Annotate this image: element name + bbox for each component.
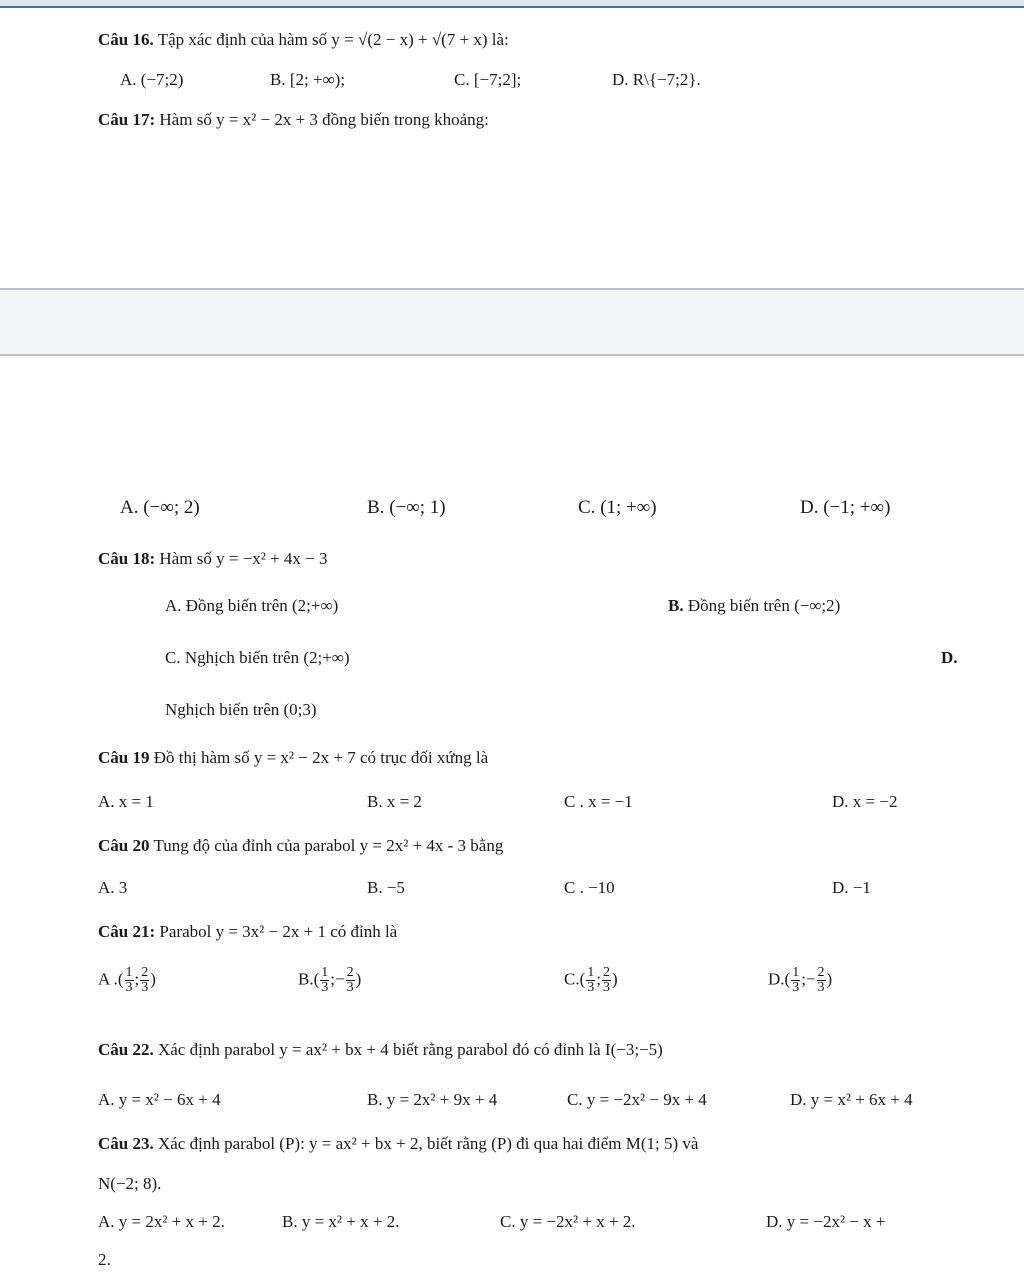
q18-option-d-letter[interactable]: D. xyxy=(941,648,958,667)
question-label: Câu 16. xyxy=(98,30,154,49)
q17-option-c[interactable]: C. (1; +∞) xyxy=(578,497,657,518)
question-text: Xác định parabol (P): y = ax² + bx + 2, biết rằng (P) đi qua hai điểm M(1; 5) và xyxy=(157,1134,699,1153)
q18-option-c[interactable]: C. Nghịch biến trên (2;+∞) xyxy=(165,648,350,667)
question-text: Xác định parabol y = ax² + bx + 4 biết rằng parabol đó có đỉnh là I(−3;−5) xyxy=(157,1040,663,1059)
question-text: Hàm số y = x² − 2x + 3 đồng biến trong khoảng: xyxy=(159,110,489,129)
scan-gap-band xyxy=(0,288,1024,356)
question-22 xyxy=(98,1038,663,1062)
q17-option-d[interactable]: D. (−1; +∞) xyxy=(800,497,891,518)
question-17 xyxy=(98,108,489,132)
q19-option-c[interactable]: C . x = −1 xyxy=(564,792,633,811)
q23-option-b[interactable]: B. y = x² + x + 2. xyxy=(282,1212,400,1231)
q22-option-b[interactable]: B. y = 2x² + 9x + 4 xyxy=(367,1090,498,1109)
q18-option-d-text[interactable]: Nghịch biến trên (0;3) xyxy=(165,700,317,719)
question-text: Parabol y = 3x² − 2x + 1 có đỉnh là xyxy=(159,922,398,941)
q21-option-b[interactable]: B.( $\frac{1}{3}$ ;− $\frac{2}{3}$ ) xyxy=(298,965,362,995)
fraction: $\frac{1}{3}$ xyxy=(792,965,800,995)
question-label: Câu 19 xyxy=(98,748,150,767)
question-label: Câu 18: xyxy=(98,549,156,568)
q21-option-a[interactable]: A .( $\frac{1}{3}$ ; $\frac{2}{3}$ ) xyxy=(98,965,156,995)
fraction: $\frac{2}{3}$ xyxy=(346,965,354,995)
question-19 xyxy=(98,746,488,770)
q21-option-c[interactable]: C.( $\frac{1}{3}$ ; $\frac{2}{3}$ ) xyxy=(564,965,618,995)
q20-option-b[interactable]: B. −5 xyxy=(367,878,405,897)
question-label: Câu 21: xyxy=(98,922,156,941)
q22-option-a[interactable]: A. y = x² − 6x + 4 xyxy=(98,1090,221,1109)
q18-option-a[interactable]: A. Đồng biến trên (2;+∞) xyxy=(165,596,339,615)
fraction: $\frac{1}{3}$ xyxy=(587,965,595,995)
q23-option-d-tail[interactable]: 2. xyxy=(98,1250,111,1269)
q18-option-b[interactable]: B. Đồng biến trên (−∞;2) xyxy=(668,596,841,615)
q17-option-b[interactable]: B. (−∞; 1) xyxy=(367,497,446,518)
question-text: Đồ thị hàm số y = x² − 2x + 7 có trục đối xứng là xyxy=(153,748,489,767)
q19-option-b[interactable]: B. x = 2 xyxy=(367,792,422,811)
question-23 xyxy=(98,1132,698,1156)
fraction: $\frac{2}{3}$ xyxy=(141,965,149,995)
question-text: Tung độ của đỉnh của parabol y = 2x² + 4x - 3 bằng xyxy=(153,836,504,855)
q16-option-a[interactable]: A. (−7;2) xyxy=(120,70,184,89)
question-16 xyxy=(98,28,509,52)
q19-option-d[interactable]: D. x = −2 xyxy=(832,792,898,811)
q22-option-d[interactable]: D. y = x² + 6x + 4 xyxy=(790,1090,913,1109)
question-text: Tập xác định của hàm số y = √(2 − x) + √(7 + x) là: xyxy=(157,30,509,49)
fraction: $\frac{1}{3}$ xyxy=(321,965,329,995)
question-label: Câu 23. xyxy=(98,1134,154,1153)
q20-option-c[interactable]: C . −10 xyxy=(564,878,615,897)
q19-option-a[interactable]: A. x = 1 xyxy=(98,792,154,811)
fraction: $\frac{1}{3}$ xyxy=(125,965,133,995)
q22-option-c[interactable]: C. y = −2x² − 9x + 4 xyxy=(567,1090,707,1109)
q16-option-b[interactable]: B. [2; +∞); xyxy=(270,70,346,89)
q20-option-d[interactable]: D. −1 xyxy=(832,878,871,897)
q21-option-d[interactable]: D.( $\frac{1}{3}$ ;− $\frac{2}{3}$ ) xyxy=(768,965,833,995)
question-18 xyxy=(98,547,328,571)
q16-option-c[interactable]: C. [−7;2]; xyxy=(454,70,522,89)
question-23-continued: N(−2; 8). xyxy=(98,1174,162,1193)
q23-option-c[interactable]: C. y = −2x² + x + 2. xyxy=(500,1212,636,1231)
q23-option-d[interactable]: D. y = −2x² − x + xyxy=(766,1212,886,1231)
fraction: $\frac{2}{3}$ xyxy=(603,965,610,995)
q20-option-a[interactable]: A. 3 xyxy=(98,878,128,897)
question-label: Câu 17: xyxy=(98,110,156,129)
q16-option-d[interactable]: D. R\{−7;2}. xyxy=(612,70,701,89)
question-21 xyxy=(98,920,397,944)
q23-option-a[interactable]: A. y = 2x² + x + 2. xyxy=(98,1212,225,1231)
question-label: Câu 20 xyxy=(98,836,150,855)
question-text: Hàm số y = −x² + 4x − 3 xyxy=(159,549,328,568)
question-label: Câu 22. xyxy=(98,1040,154,1059)
q17-option-a[interactable]: A. (−∞; 2) xyxy=(120,497,200,518)
fraction: $\frac{2}{3}$ xyxy=(817,965,825,995)
top-border xyxy=(0,0,1024,8)
question-20 xyxy=(98,834,503,858)
